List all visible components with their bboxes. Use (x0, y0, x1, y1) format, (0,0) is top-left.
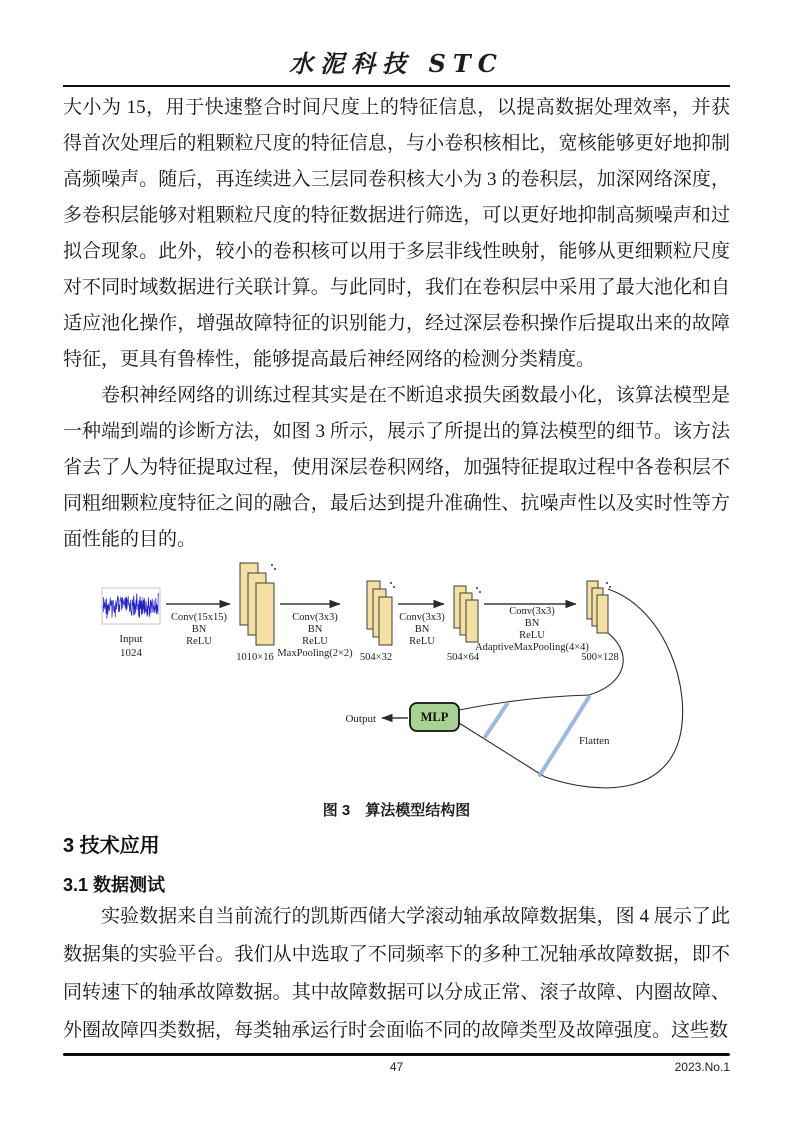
cnn-architecture-svg (82, 552, 727, 800)
issue-label: 2023.No.1 (674, 1060, 730, 1074)
stack3-dim-label: 504×64 (446, 652, 480, 663)
stage2-op-maxpool: MaxPooling(2×2) (277, 648, 353, 659)
stack1-dim-label: 1010×16 (236, 652, 274, 663)
ellipsis-dot (274, 568, 276, 570)
stage2-op-bn: BN (307, 624, 323, 635)
header-rule (63, 85, 730, 87)
paragraph-3: 实验数据来自当前流行的凯斯西储大学滚动轴承故障数据集，图 4 展示了此数据集的实验平台。我们从中选取了不同频率下的多种工况轴承故障数据，即不同转速下的轴承故障数据。其中故障数据可以分成正常、滚子故障、内圈故障、外圈故障四类数据，每类轴承运行时会面临不同的故障类型及故障强度。这些数 (63, 906, 730, 1041)
feature-map (256, 583, 274, 645)
ellipsis-dot (393, 586, 395, 588)
ellipsis-dot (271, 564, 273, 566)
mlp-label: MLP (420, 710, 449, 724)
stage3-op-conv: Conv(3x3) (399, 612, 445, 623)
section-heading-3-1: 3.1 数据测试 (63, 875, 166, 895)
feature-map-stack-4 (587, 581, 611, 633)
feature-map (379, 597, 392, 645)
paragraph-1: 大小为 15，用于快速整合时间尺度上的特征信息，以提高数据处理效率，并获得首次处理后的粗颗粒尺度的特征信息，与小卷积核相比，宽核能够更好地抑制高频噪声。随后，再连续进入三层同卷积核大小为 3 的卷积层，加深网络深度，多卷积层能够对粗颗粒尺度的特征数据进行筛选，可以更好地抑制高频噪声和过拟合现象。此外，较小的卷积核可以用于多层非线性映射，能够从更细颗粒尺度对不同时域数据进行关联计算。与此同时，我们在卷积层中采用了最大池化和自适应池化操作，增强故障特征的识别能力，经过深层卷积操作后提取出来的故障特征，更具有鲁棒性，能够提高最后神经网络的检测分类精度。 (63, 97, 730, 370)
stage3-op-bn: BN (414, 624, 430, 635)
feature-map (466, 600, 478, 642)
stack4-dim-label: 500×128 (581, 652, 619, 663)
section-heading-3: 3 技术应用 (63, 835, 160, 857)
stage3-op-relu: ReLU (409, 636, 435, 647)
paragraph-2: 卷积神经网络的训练过程其实是在不断追求损失函数最小化，该算法模型是一种端到端的诊断方法，如图 3 所示，展示了所提出的算法模型的细节。该方法省去了人为特征提取过程，使用深层卷积网络，加强特征提取过程中各卷积层不同粗细颗粒度特征之间的融合，最后达到提升准确性、抗噪声性以及实时性等方面性能的目的。 (63, 385, 730, 550)
feature-map-stack-2 (367, 581, 395, 645)
stage2-op-conv: Conv(3x3) (292, 612, 338, 623)
stage1-op-conv: Conv(15x15) (171, 612, 227, 623)
stage4-op-adaptivemaxpool: AdaptiveMaxPooling(4×4) (475, 642, 589, 653)
ellipsis-dot (609, 586, 611, 588)
body-text-block (63, 90, 730, 558)
ellipsis-dot (606, 582, 608, 584)
figure-3-diagram (82, 552, 727, 800)
ellipsis-dot (390, 582, 392, 584)
flatten-funnel-lower-edge (459, 723, 545, 777)
footer-rule (63, 1053, 730, 1056)
stage2-op-relu: ReLU (302, 636, 328, 647)
flatten-slice-line-1 (485, 704, 507, 737)
stage1-op-relu: ReLU (186, 636, 212, 647)
figure-3-caption: 图 3 算法模型结构图 (322, 802, 471, 819)
stage4-op-bn: BN (524, 618, 540, 629)
ellipsis-dot (476, 587, 478, 589)
flatten-inner-curve (589, 633, 623, 695)
output-label: Output (345, 713, 376, 725)
journal-title: 水泥科技 STC (289, 49, 504, 78)
stage4-op-conv: Conv(3x3) (509, 606, 555, 617)
feature-map-stack-3 (454, 586, 481, 642)
body-text-block-2 (63, 898, 730, 1050)
page-number: 47 (389, 1060, 404, 1074)
flatten-outer-curve (545, 589, 683, 788)
stack2-dim-label: 504×32 (359, 652, 393, 663)
input-label: Input (119, 633, 143, 645)
flatten-funnel-upper-edge (459, 695, 589, 710)
flatten-label: Flatten (579, 735, 610, 747)
feature-map (597, 595, 608, 633)
ellipsis-dot (479, 591, 481, 593)
input-size-label: 1024 (120, 647, 142, 659)
stage1-op-bn: BN (191, 624, 207, 635)
stage4-op-relu: ReLU (519, 630, 545, 641)
feature-map-stack-1 (240, 563, 276, 645)
